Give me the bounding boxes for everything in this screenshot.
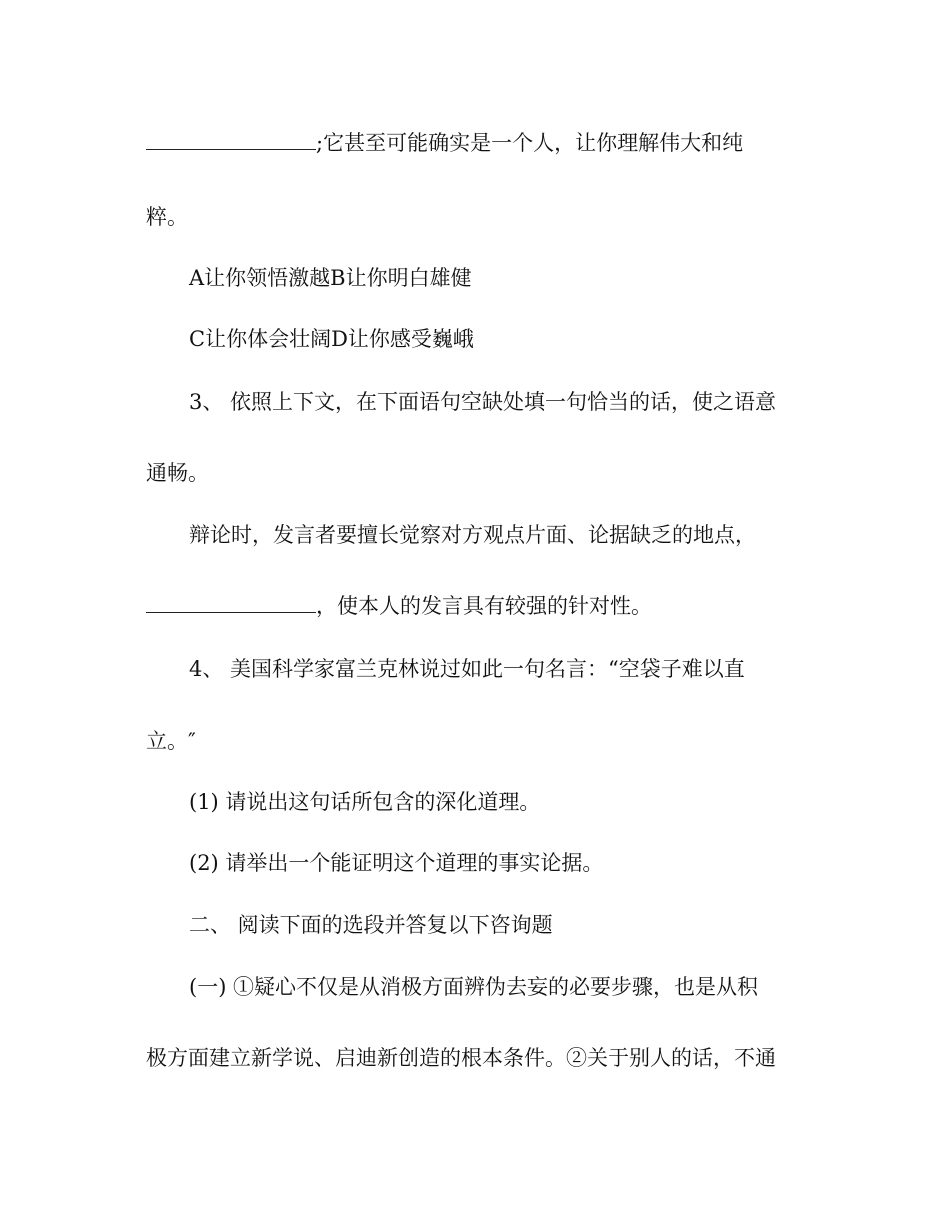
section-2-heading: 二、 阅读下面的选段并答复以下咨询题 [189,913,553,937]
fill-in-blank-1 [146,131,316,150]
line-8-text: ，使本人的发言具有较强的针对性。 [316,594,652,618]
option-line-a-b: A让你领悟激越B让你明白雄健 [189,266,472,290]
question-3-prompt-line-1: 辩论时，发言者要擅长觉察对方观点片面、论据缺乏的地点， [189,523,756,547]
question-3-line-1: 3、 依照上下文，在下面语句空缺处填一句恰当的话，使之语意 [189,390,777,414]
subquestion-1: (1) 请说出这句话所包含的深化道理。 [189,790,541,814]
text-line-1 [146,130,743,156]
question-3-line-2: 通畅。 [146,461,209,485]
subquestion-2: (2) 请举出一个能证明这个道理的事实论据。 [189,851,604,875]
passage-line-2: 极方面建立新学说、启迪新创造的根本条件。②关于别人的话，不通 [146,1046,776,1070]
fill-in-blank-2 [146,594,316,613]
text-line-2: 粹。 [146,205,188,229]
question-4-line-1: 4、 美国科学家富兰克林说过如此一句名言：“空袋子难以直 [189,657,745,681]
option-line-c-d: C让你体会壮阔D让你感受巍峨 [189,327,474,351]
line-1-text: ;它甚至可能确实是一个人，让你理解伟大和纯 [316,131,744,155]
passage-line-1: (一) ①疑心不仅是从消极方面辨伪去妄的必要步骤，也是从积 [189,975,759,999]
question-3-prompt-line-2 [146,593,652,619]
question-4-line-2: 立。″ [146,729,196,753]
